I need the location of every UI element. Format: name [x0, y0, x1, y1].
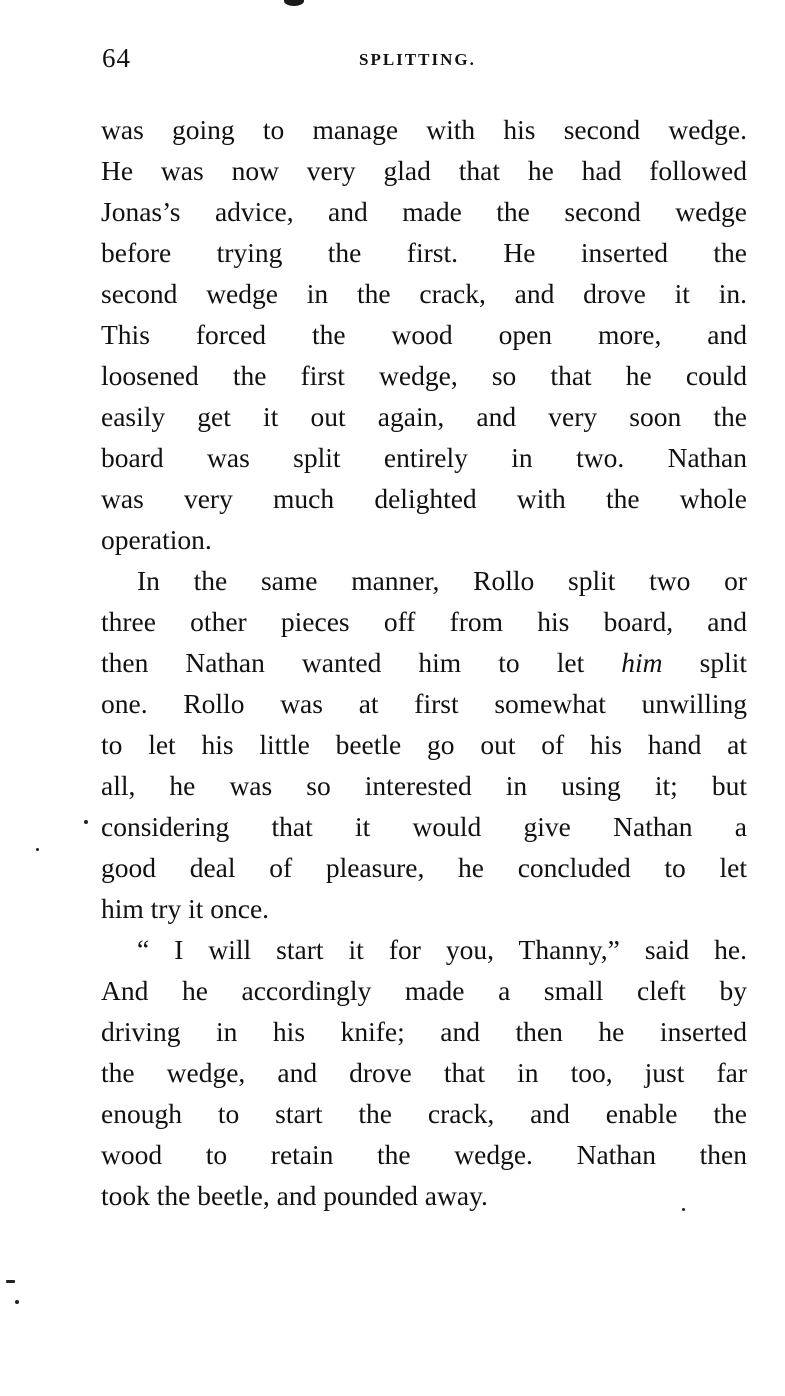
text-line — [101, 560, 747, 601]
text-line-main: was very much delighted with the whole — [101, 483, 747, 514]
text-line — [101, 847, 747, 888]
text-line-main: second wedge in the crack, and drove it in. — [101, 278, 747, 309]
body-text — [101, 109, 747, 1216]
text-line — [101, 1134, 747, 1175]
text-line-main: then Nathan wanted him to let — [101, 647, 622, 678]
text-line-after: split — [662, 647, 747, 678]
text-line — [101, 724, 747, 765]
text-line-main: driving in his knife; and then he inserted — [101, 1016, 747, 1047]
text-line-main: considering that it would give Nathan a — [101, 811, 747, 842]
ink-speck — [15, 1300, 19, 1304]
text-line-main: He was now very glad that he had followed — [101, 155, 747, 186]
text-line-main: all, he was so interested in using it; but — [101, 770, 747, 801]
text-line-main: “ I will start it for you, Thanny,” said he. — [137, 934, 747, 965]
text-line-main: took the beetle, and pounded away. — [101, 1180, 488, 1211]
page-number: 64 — [102, 43, 131, 73]
running-head: SPLITTING. — [359, 50, 476, 69]
text-line — [101, 519, 747, 560]
text-line-main: Jonas’s advice, and made the second wedge — [101, 196, 747, 227]
text-line — [101, 806, 747, 847]
text-line — [101, 478, 747, 519]
text-line — [101, 314, 747, 355]
ink-speck — [84, 820, 88, 824]
text-line — [101, 1052, 747, 1093]
text-line — [101, 642, 747, 683]
text-line-main: the wedge, and drove that in too, just far — [101, 1057, 747, 1088]
text-line-main: operation. — [101, 524, 212, 555]
text-line — [101, 765, 747, 806]
ink-speck — [36, 848, 39, 851]
text-line — [101, 1093, 747, 1134]
text-line-main: him try it once. — [101, 893, 270, 924]
text-line — [101, 355, 747, 396]
text-line — [101, 396, 747, 437]
text-line-italic: him — [621, 647, 663, 678]
text-line — [101, 232, 747, 273]
text-line-main: easily get it out again, and very soon the — [101, 401, 747, 432]
text-line-main: And he accordingly made a small cleft by — [101, 975, 747, 1006]
text-line-main: In the same manner, Rollo split two or — [137, 565, 747, 596]
text-line — [101, 1175, 747, 1216]
text-line — [101, 150, 747, 191]
ink-speck — [6, 1280, 15, 1283]
text-line-main: board was split entirely in two. Nathan — [101, 442, 747, 473]
text-line-main: to let his little beetle go out of his hand at — [101, 729, 747, 760]
text-line — [101, 683, 747, 724]
text-line — [101, 888, 747, 929]
text-line — [101, 1011, 747, 1052]
text-line — [101, 929, 747, 970]
text-line — [101, 191, 747, 232]
text-line — [101, 437, 747, 478]
text-line — [101, 273, 747, 314]
text-line — [101, 970, 747, 1011]
text-line — [101, 109, 747, 150]
text-line-main: good deal of pleasure, he concluded to let — [101, 852, 747, 883]
text-line-main: loosened the first wedge, so that he could — [101, 360, 747, 391]
text-line-main: before trying the first. He inserted the — [101, 237, 747, 268]
text-line — [101, 601, 747, 642]
text-line-main: one. Rollo was at first somewhat unwilling — [101, 688, 747, 719]
text-line-main: enough to start the crack, and enable the — [101, 1098, 747, 1129]
text-line-main: wood to retain the wedge. Nathan then — [101, 1139, 747, 1170]
text-line-main: three other pieces off from his board, and — [101, 606, 747, 637]
ink-speck — [682, 1208, 685, 1211]
text-line-main: was going to manage with his second wedge. — [101, 114, 747, 145]
top-ink-mark — [284, 0, 304, 6]
text-line-main: This forced the wood open more, and — [101, 319, 747, 350]
